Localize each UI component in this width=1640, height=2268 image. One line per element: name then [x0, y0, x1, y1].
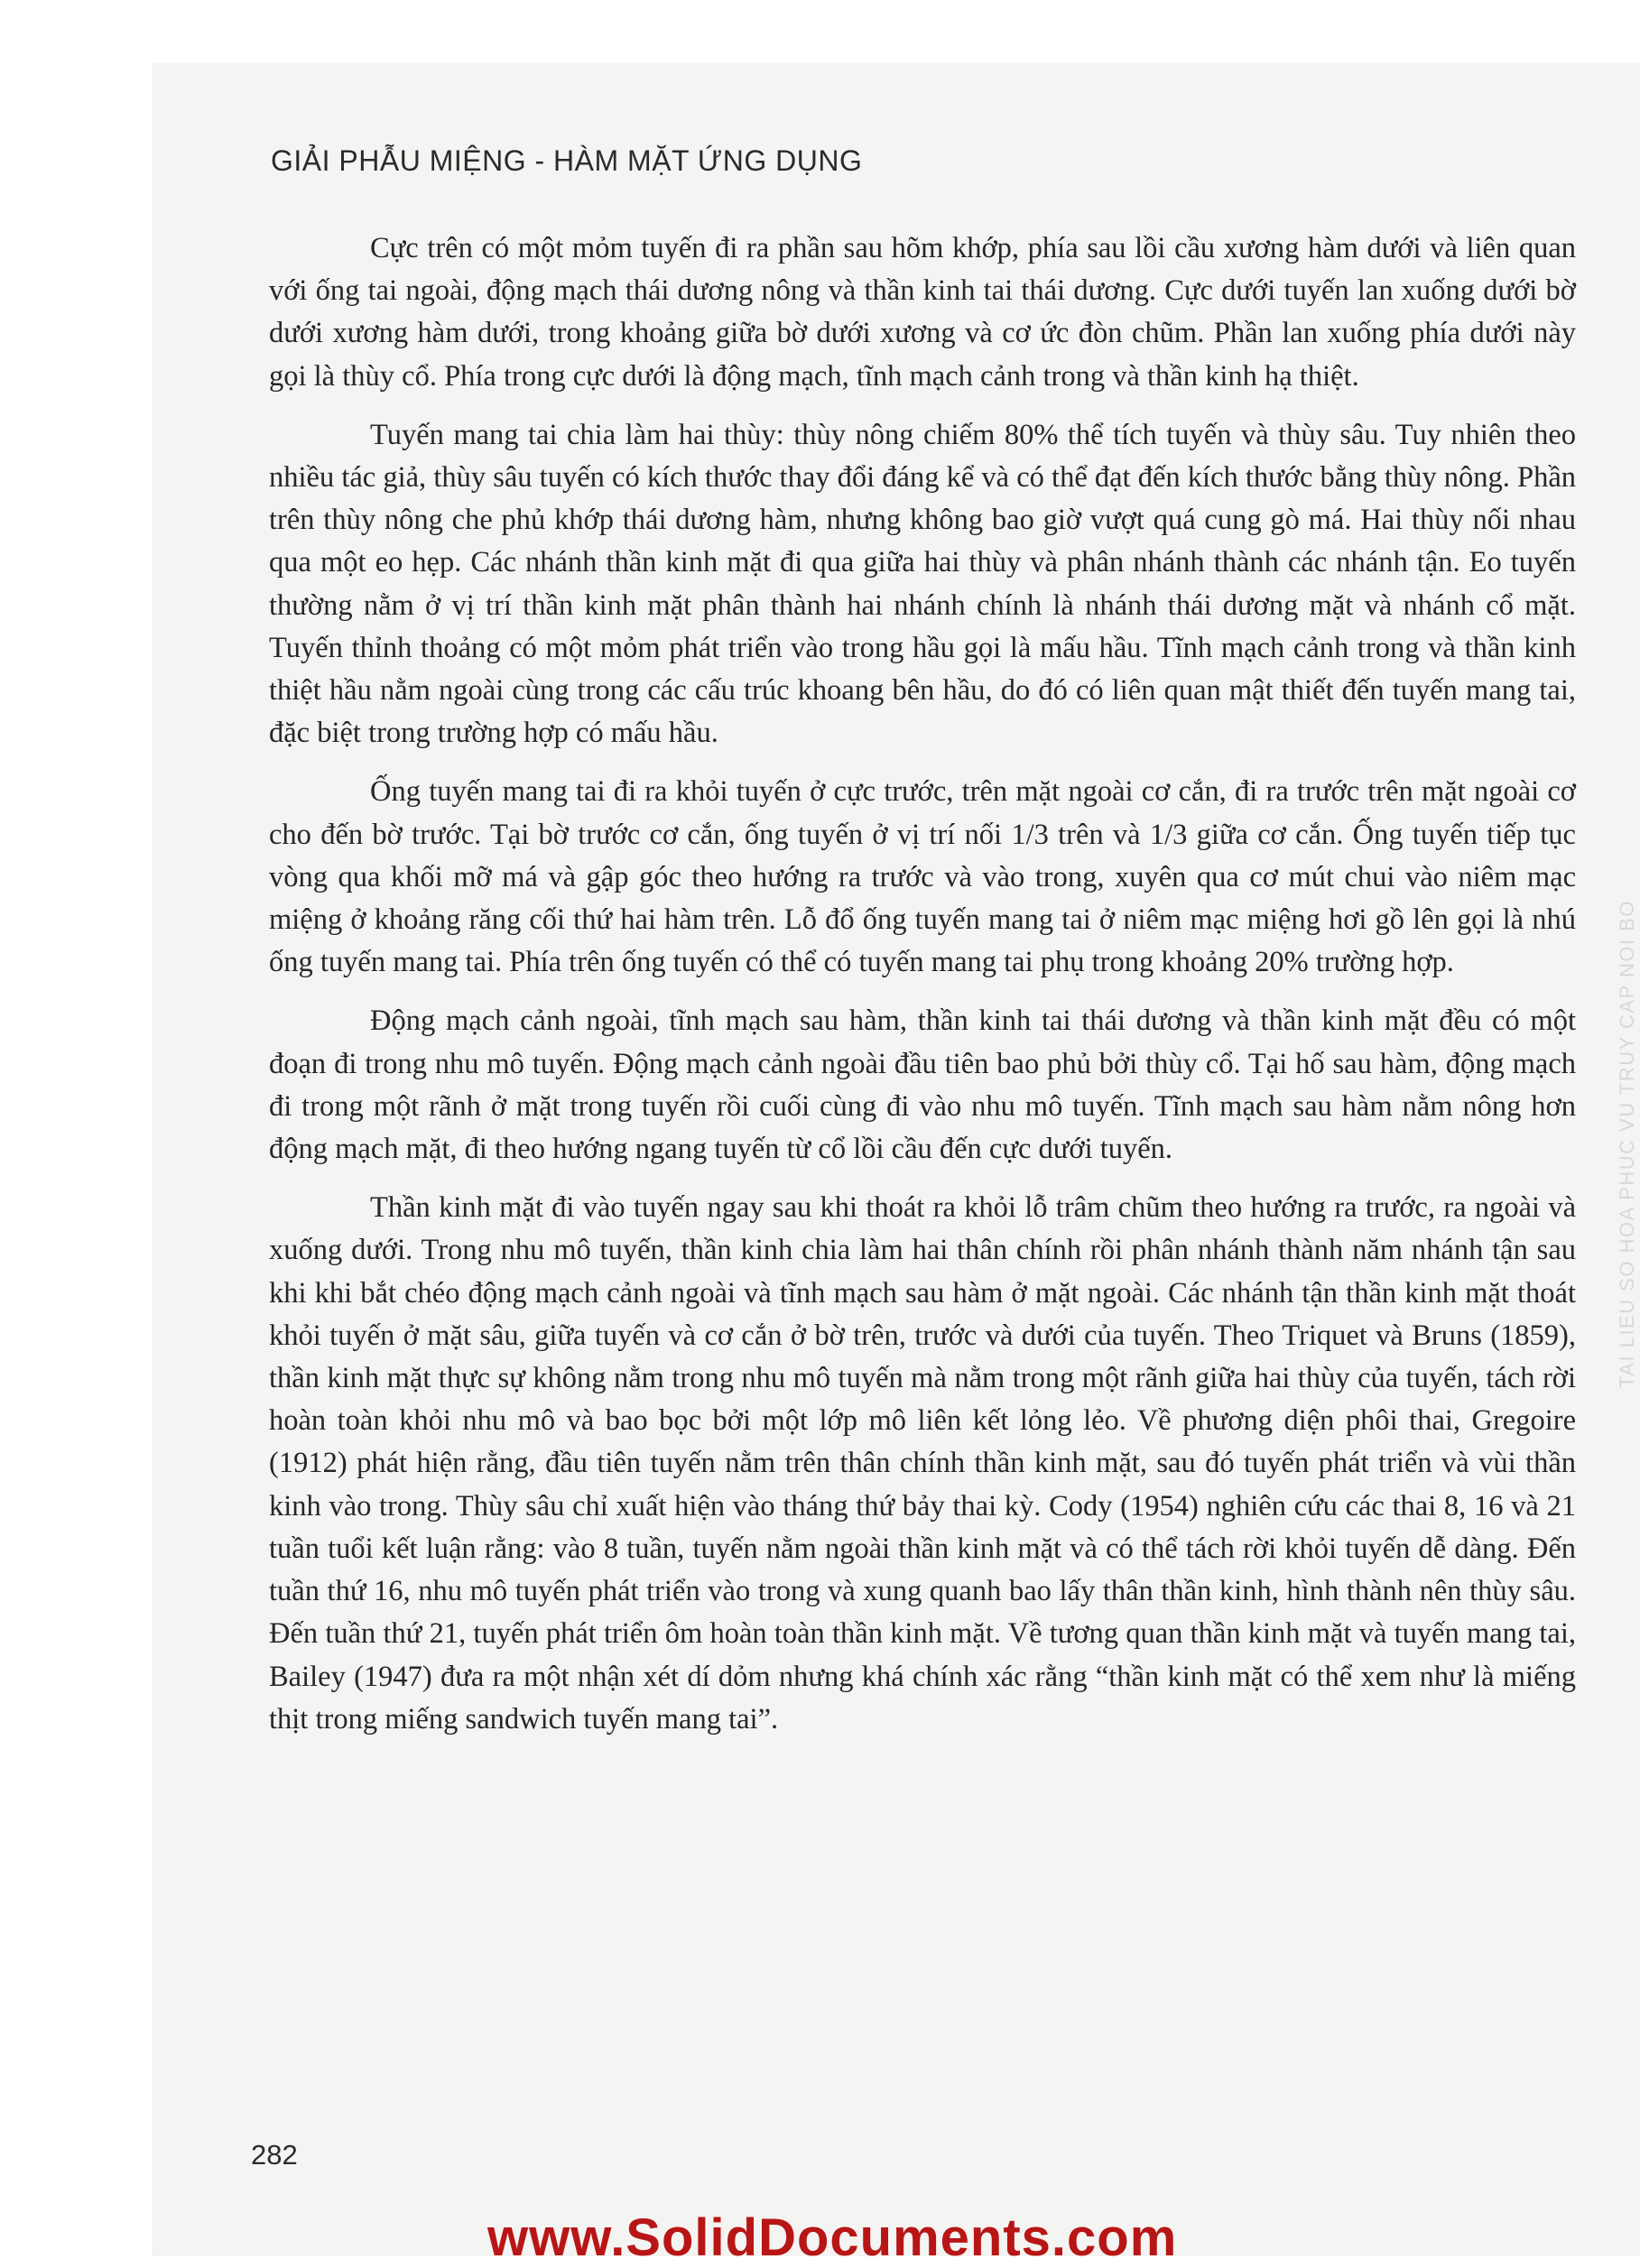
side-watermark: TAI LIEU SO HOA PHUC VU TRUY CAP NOI BO	[1616, 900, 1638, 1388]
paragraph: Cực trên có một mỏm tuyến đi ra phần sau hõm khớp, phía sau lồi cầu xương hàm dưới và liên quan với ống tai ngoài, động mạch thái dương nông và thần kinh tai thái dương. Cực dưới tuyến lan xuống dưới bờ dưới xương hàm dưới, trong khoảng giữa bờ dưới xương và cơ ức đòn chũm. Phần lan xuống phía dưới này gọi là thùy cổ. Phía trong cực dưới là động mạch, tĩnh mạch cảnh trong và thần kinh hạ thiệt.	[269, 232, 1576, 393]
paragraph: Tuyến mang tai chia làm hai thùy: thùy nông chiếm 80% thể tích tuyến và thùy sâu. Tuy nhiên theo nhiều tác giả, thùy sâu tuyến có kích thước thay đổi đáng kể và có thể đạt đến kích thước bằng thùy nông. Phần trên thùy nông che phủ khớp thái dương hàm, nhưng không bao giờ vượt quá cung gò má. Hai thùy nối nhau qua một eo hẹp. Các nhánh thần kinh mặt đi qua giữa hai thùy và phân nhánh thành các nhánh tận. Eo tuyến thường nằm ở vị trí thần kinh mặt phân thành hai nhánh chính là nhánh thái dương mặt và nhánh cổ mặt. Tuyến thỉnh thoảng có một mỏm phát triển vào trong hầu gọi là mấu hầu. Tĩnh mạch cảnh trong và thần kinh thiệt hầu nằm ngoài cùng trong các cấu trúc khoang bên hầu, do đó có liên quan mật thiết đến tuyến mang tai, đặc biệt trong trường hợp có mấu hầu.	[269, 418, 1576, 750]
bottom-watermark: www.SolidDocuments.com	[487, 2208, 1178, 2267]
paragraph: Ống tuyến mang tai đi ra khỏi tuyến ở cực trước, trên mặt ngoài cơ cắn, đi ra trước trên mặt ngoài cơ cho đến bờ trước. Tại bờ trước cơ cắn, ống tuyến ở vị trí nối 1/3 trên và 1/3 giữa cơ cắn. Ống tuyến tiếp tục vòng qua khối mỡ má và gập góc theo hướng ra trước và vào trong, xuyên qua cơ mút chui vào niêm mạc miệng ở khoảng răng cối thứ hai hàm trên. Lỗ đổ ống tuyến mang tai ở niêm mạc miệng hơi gồ lên gọi là nhú ống tuyến mang tai. Phía trên ống tuyến có thể có tuyến mang tai phụ trong khoảng 20% trường hợp.	[269, 775, 1576, 979]
paragraph: Thần kinh mặt đi vào tuyến ngay sau khi thoát ra khỏi lỗ trâm chũm theo hướng ra trước, ra ngoài và xuống dưới. Trong nhu mô tuyến, thần kinh chia làm hai thân chính rồi phân nhánh thành năm nhánh tận sau khi khi bắt chéo động mạch cảnh ngoài và tĩnh mạch sau hàm ở mặt ngoài. Các nhánh tận thần kinh mặt thoát khỏi tuyến ở mặt sâu, giữa tuyến và cơ cắn ở bờ trên, trước và dưới của tuyến. Theo Triquet và Bruns (1859), thần kinh mặt thực sự không nằm trong nhu mô tuyến mà nằm trong một rãnh giữa hai thùy của tuyến, tách rời hoàn toàn khỏi nhu mô và bao bọc bởi một lớp mô liên kết lỏng lẻo. Về phương diện phôi thai, Gregoire (1912) phát hiện rằng, đầu tiên tuyến nằm trên thân chính thần kinh mặt, sau đó tuyến phát triển và vùi thần kinh vào trong. Thùy sâu chỉ xuất hiện vào tháng thứ bảy thai kỳ. Cody (1954) nghiên cứu các thai 8, 16 và 21 tuần tuổi kết luận rằng: vào 8 tuần, tuyến nằm ngoài thần kinh mặt và có thể tách rời khỏi tuyến dễ dàng. Đến tuần thứ 16, nhu mô tuyến phát triển vào trong và xung quanh bao lấy thân thần kinh, hình thành nên thùy sâu. Đến tuần thứ 21, tuyến phát triển ôm hoàn toàn thần kinh mặt. Về tương quan thần kinh mặt và tuyến mang tai, Bailey (1947) đưa ra một nhận xét dí dỏm nhưng khá chính xác rằng “thần kinh mặt có thể xem như là miếng thịt trong miếng sandwich tuyến mang tai”.	[269, 1191, 1576, 1736]
running-header: GIẢI PHẪU MIỆNG - HÀM MẶT ỨNG DỤNG	[271, 144, 863, 177]
body-text	[269, 227, 1576, 1757]
page-number: 282	[251, 2139, 298, 2171]
paragraph: Động mạch cảnh ngoài, tĩnh mạch sau hàm, thần kinh tai thái dương và thần kinh mặt đều có một đoạn đi trong nhu mô tuyến. Động mạch cảnh ngoài đầu tiên bao phủ bởi thùy cổ. Tại hố sau hàm, động mạch đi trong một rãnh ở mặt trong tuyến rồi cuối cùng đi vào nhu mô tuyến. Tĩnh mạch sau hàm nằm nông hơn động mạch mặt, đi theo hướng ngang tuyến từ cổ lồi cầu đến cực dưới tuyến.	[269, 1004, 1576, 1166]
